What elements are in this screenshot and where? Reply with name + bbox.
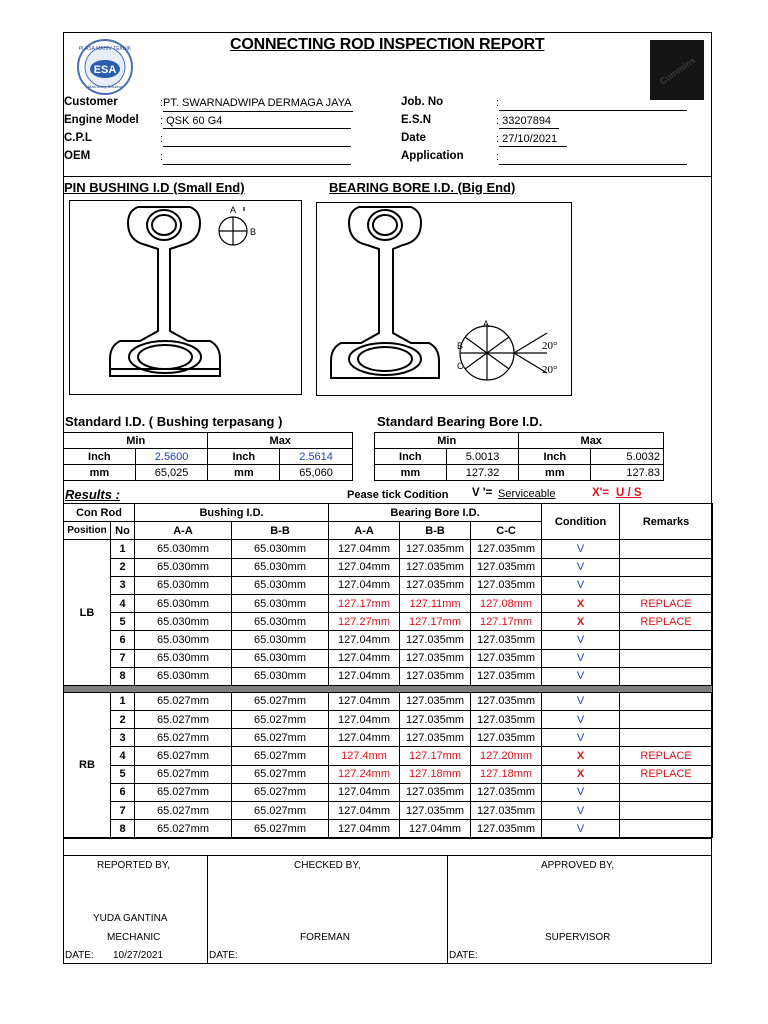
cpl-label: C.P.L [64, 132, 92, 144]
bearing-aa-cell: 127.04mm [329, 692, 400, 710]
bushing-bb-cell: 65.030mm [232, 594, 329, 612]
row-no-cell: 7 [111, 802, 135, 820]
remark-cell [620, 711, 713, 729]
bushing-bb-cell: 65.027mm [232, 692, 329, 710]
bushing-bb-cell: 65.027mm [232, 820, 329, 838]
date-value: : 27/10/2021 [496, 133, 558, 145]
row-no-cell: 7 [111, 649, 135, 667]
std-bearing-title: Standard Bearing Bore I.D. [377, 414, 543, 429]
esn-underline [499, 128, 559, 129]
tick-note: Pease tick Codition [347, 489, 449, 501]
bearing-bb-cell: 127.035mm [400, 631, 471, 649]
logo-ring-text: PLASA MAHIV TEKNIK [78, 46, 132, 52]
row-no-cell: 2 [111, 711, 135, 729]
diagram1-label-a: A [230, 205, 237, 215]
remark-cell [620, 802, 713, 820]
application-underline [499, 164, 687, 165]
reporter-name: YUDA GANTINA [93, 913, 168, 924]
bearing-cc-cell: 127.035mm [471, 667, 542, 685]
results-body [64, 540, 713, 838]
cpl-underline [163, 146, 351, 147]
bushing-bb-cell: 65.030mm [232, 558, 329, 576]
bearing-cc-cell: 127.20mm [471, 747, 542, 765]
row-no-cell: 3 [111, 576, 135, 594]
remark-cell: REPLACE [620, 747, 713, 765]
condition-cell: V [542, 667, 620, 685]
bearing-bb-cell: 127.035mm [400, 692, 471, 710]
bearing-cc-cell: 127.035mm [471, 711, 542, 729]
job-no-label: Job. No [401, 96, 444, 108]
bushing-aa-cell: 65.030mm [135, 649, 232, 667]
table-row [64, 820, 713, 838]
reporter-role: MECHANIC [107, 932, 161, 943]
condition-cell: X [542, 765, 620, 783]
bearing-aa-cell: 127.04mm [329, 576, 400, 594]
remark-cell [620, 692, 713, 710]
remark-cell [620, 820, 713, 838]
bearing-bb-cell: 127.035mm [400, 729, 471, 747]
bushing-aa-cell: 65.027mm [135, 783, 232, 801]
condition-cell: V [542, 820, 620, 838]
report-title: CONNECTING ROD INSPECTION REPORT [230, 36, 545, 53]
bearing-bb-cell: 127.17mm [400, 747, 471, 765]
logo-abbrev: ESA [93, 64, 117, 76]
col-bearing-bb: B-B [400, 522, 471, 540]
bearing-aa-cell: 127.04mm [329, 820, 400, 838]
sign-top-rule [63, 838, 712, 839]
date-underline [499, 146, 567, 147]
table-row [64, 594, 713, 612]
condition-cell: X [542, 594, 620, 612]
bushing-bb-cell: 65.030mm [232, 649, 329, 667]
table-row [64, 540, 713, 558]
bushing-bb-cell: 65.027mm [232, 783, 329, 801]
remark-cell: REPLACE [620, 613, 713, 631]
remark-cell [620, 576, 713, 594]
std-bearing-mm-label-2: mm [519, 465, 591, 481]
std-bushing-inch-label-2: Inch [208, 449, 280, 465]
bushing-bb-cell: 65.027mm [232, 765, 329, 783]
diagram2-label-c: C [457, 361, 464, 371]
condition-cell: V [542, 783, 620, 801]
bearing-aa-cell: 127.04mm [329, 558, 400, 576]
bearing-bb-cell: 127.035mm [400, 649, 471, 667]
col-bushing-aa: A-A [135, 522, 232, 540]
position-cell: RB [64, 692, 111, 838]
job-underline [499, 110, 687, 111]
bearing-cc-cell: 127.035mm [471, 576, 542, 594]
bushing-aa-cell: 65.027mm [135, 747, 232, 765]
cummins-logo [650, 40, 704, 100]
bearing-cc-cell: 127.035mm [471, 729, 542, 747]
header-divider [63, 176, 712, 177]
customer-value: :PT. SWARNADWIPA DERMAGA JAYA [160, 97, 352, 109]
cpl-value: : [160, 133, 164, 145]
reported-by-label: REPORTED BY, [97, 860, 170, 871]
condition-cell: V [542, 802, 620, 820]
std-bushing-min-mm: 65,025 [135, 465, 208, 481]
std-bearing-max-header: Max [519, 433, 664, 449]
cummins-text: Cummins [657, 54, 698, 87]
group-separator-cell [64, 685, 713, 692]
bearing-bb-cell: 127.035mm [400, 540, 471, 558]
results-table [63, 503, 713, 838]
bushing-bb-cell: 65.030mm [232, 576, 329, 594]
std-bushing-max-header: Max [208, 433, 353, 449]
approver-date-label: DATE: [449, 950, 478, 961]
remark-cell [620, 631, 713, 649]
checker-role: FOREMAN [300, 932, 350, 943]
v-text: Serviceable [498, 488, 556, 500]
std-bearing-min-mm: 127.32 [446, 465, 519, 481]
col-remarks: Remarks [620, 504, 713, 540]
bearing-cc-cell: 127.035mm [471, 783, 542, 801]
esn-value: : 33207894 [496, 115, 552, 127]
bearing-aa-cell: 127.04mm [329, 783, 400, 801]
oem-underline [163, 164, 351, 165]
sign-divider-1 [207, 855, 208, 964]
bearing-bore-title: BEARING BORE I.D. (Big End) [329, 180, 516, 195]
remark-cell [620, 649, 713, 667]
table-row [64, 558, 713, 576]
bearing-aa-cell: 127.24mm [329, 765, 400, 783]
remark-cell [620, 540, 713, 558]
pin-bushing-diagram [69, 200, 302, 395]
esn-label: E.S.N [401, 114, 432, 126]
bearing-cc-cell: 127.035mm [471, 558, 542, 576]
bushing-aa-cell: 65.027mm [135, 711, 232, 729]
pin-bushing-title: PIN BUSHING I.D (Small End) [64, 180, 245, 195]
col-bushing-bb: B-B [232, 522, 329, 540]
row-no-cell: 4 [111, 594, 135, 612]
col-condition: Condition [542, 504, 620, 540]
row-no-cell: 1 [111, 540, 135, 558]
bearing-bb-cell: 127.04mm [400, 820, 471, 838]
customer-underline [163, 111, 353, 112]
std-bearing-min-header: Min [375, 433, 519, 449]
diagram2-label-b: B [457, 341, 464, 351]
table-row [64, 802, 713, 820]
condition-cell: X [542, 613, 620, 631]
col-bearing: Bearing Bore I.D. [329, 504, 542, 522]
x-key: X'= [592, 487, 610, 499]
table-row [64, 765, 713, 783]
approver-role: SUPERVISOR [545, 932, 611, 943]
approved-by-label: APPROVED BY, [541, 860, 615, 871]
bearing-bb-cell: 127.035mm [400, 576, 471, 594]
table-row [64, 631, 713, 649]
std-bushing-inch-label: Inch [64, 449, 136, 465]
bearing-bore-diagram [316, 202, 572, 396]
bearing-bb-cell: 127.17mm [400, 613, 471, 631]
sign-header-rule [63, 855, 712, 856]
bearing-aa-cell: 127.17mm [329, 594, 400, 612]
bearing-aa-cell: 127.04mm [329, 729, 400, 747]
col-bearing-cc: C-C [471, 522, 542, 540]
application-label: Application [401, 150, 464, 162]
bearing-bb-cell: 127.18mm [400, 765, 471, 783]
condition-cell: V [542, 558, 620, 576]
bearing-bb-cell: 127.11mm [400, 594, 471, 612]
row-no-cell: 8 [111, 820, 135, 838]
bearing-aa-cell: 127.04mm [329, 667, 400, 685]
bearing-aa-cell: 127.04mm [329, 631, 400, 649]
std-bushing-max-mm: 65,060 [280, 465, 353, 481]
condition-cell: V [542, 649, 620, 667]
bearing-aa-cell: 127.04mm [329, 649, 400, 667]
bushing-aa-cell: 65.027mm [135, 820, 232, 838]
std-bearing-max-mm: 127.83 [591, 465, 664, 481]
bearing-cc-cell: 127.035mm [471, 692, 542, 710]
table-row [64, 667, 713, 685]
bushing-bb-cell: 65.027mm [232, 711, 329, 729]
row-no-cell: 5 [111, 765, 135, 783]
table-row [64, 729, 713, 747]
bearing-cc-cell: 127.035mm [471, 820, 542, 838]
diagram2-angle-bottom: 20° [542, 364, 558, 376]
bushing-aa-cell: 65.030mm [135, 558, 232, 576]
bearing-cc-cell: 127.035mm [471, 649, 542, 667]
std-bushing-min-inch: 2.5600 [135, 449, 208, 465]
std-bushing-mm-label: mm [64, 465, 136, 481]
table-row [64, 747, 713, 765]
table-row [64, 692, 713, 710]
bearing-cc-cell: 127.08mm [471, 594, 542, 612]
remark-cell [620, 783, 713, 801]
condition-cell: V [542, 729, 620, 747]
results-title: Results : [65, 487, 120, 502]
bushing-bb-cell: 65.027mm [232, 802, 329, 820]
bearing-aa-cell: 127.04mm [329, 540, 400, 558]
row-no-cell: 6 [111, 631, 135, 649]
checked-by-label: CHECKED BY, [294, 860, 361, 871]
std-bearing-min-inch: 5.0013 [446, 449, 519, 465]
sign-divider-2 [447, 855, 448, 964]
customer-label: Customer [64, 96, 118, 108]
engine-underline [163, 128, 351, 129]
row-no-cell: 2 [111, 558, 135, 576]
remark-cell [620, 729, 713, 747]
row-no-cell: 5 [111, 613, 135, 631]
bushing-aa-cell: 65.027mm [135, 765, 232, 783]
std-bearing-inch-label-2: Inch [519, 449, 591, 465]
bearing-cc-cell: 127.035mm [471, 802, 542, 820]
bushing-aa-cell: 65.030mm [135, 631, 232, 649]
bushing-bb-cell: 65.030mm [232, 613, 329, 631]
remark-cell: REPLACE [620, 765, 713, 783]
col-bushing: Bushing I.D. [135, 504, 329, 522]
bushing-aa-cell: 65.030mm [135, 613, 232, 631]
row-no-cell: 3 [111, 729, 135, 747]
bushing-bb-cell: 65.030mm [232, 631, 329, 649]
checker-date-label: DATE: [209, 950, 238, 961]
v-key: V '= [472, 487, 493, 499]
bearing-aa-cell: 127.04mm [329, 711, 400, 729]
bushing-aa-cell: 65.027mm [135, 692, 232, 710]
table-row [64, 576, 713, 594]
bushing-bb-cell: 65.030mm [232, 540, 329, 558]
diagram1-label-b: B [250, 227, 257, 237]
col-position: Position [64, 522, 111, 540]
oem-value: : [160, 151, 164, 163]
condition-cell: V [542, 711, 620, 729]
bushing-aa-cell: 65.030mm [135, 540, 232, 558]
bushing-aa-cell: 65.030mm [135, 667, 232, 685]
job-no-value: : [496, 97, 500, 109]
bearing-aa-cell: 127.27mm [329, 613, 400, 631]
bushing-bb-cell: 65.027mm [232, 729, 329, 747]
bearing-bb-cell: 127.035mm [400, 667, 471, 685]
col-bearing-aa: A-A [329, 522, 400, 540]
bearing-aa-cell: 127.04mm [329, 802, 400, 820]
col-conrod: Con Rod [64, 504, 135, 522]
bearing-bb-cell: 127.035mm [400, 711, 471, 729]
condition-cell: X [542, 747, 620, 765]
esa-logo [69, 38, 141, 96]
table-row [64, 613, 713, 631]
bearing-bb-cell: 127.035mm [400, 783, 471, 801]
logo-tagline: Machinery Solution [87, 84, 123, 89]
position-cell: LB [64, 540, 111, 686]
row-no-cell: 1 [111, 692, 135, 710]
application-value: : [496, 151, 500, 163]
std-bearing-mm-label: mm [375, 465, 447, 481]
condition-cell: V [542, 631, 620, 649]
condition-cell: V [542, 576, 620, 594]
bearing-cc-cell: 127.035mm [471, 540, 542, 558]
col-no: No [111, 522, 135, 540]
reporter-date: 10/27/2021 [113, 950, 164, 961]
remark-cell [620, 667, 713, 685]
engine-model-label: Engine Model [64, 114, 139, 126]
std-bushing-mm-label-2: mm [208, 465, 280, 481]
bushing-bb-cell: 65.027mm [232, 747, 329, 765]
std-bearing-inch-label: Inch [375, 449, 447, 465]
diagram2-angle-top: 20° [542, 340, 558, 352]
oem-label: OEM [64, 150, 91, 162]
row-no-cell: 8 [111, 667, 135, 685]
table-row [64, 649, 713, 667]
engine-model-value: : QSK 60 G4 [160, 115, 223, 127]
std-bushing-max-inch: 2.5614 [280, 449, 353, 465]
diagram2-label-a: A [483, 319, 490, 329]
bearing-bb-cell: 127.035mm [400, 802, 471, 820]
bushing-aa-cell: 65.027mm [135, 729, 232, 747]
condition-cell: V [542, 540, 620, 558]
bearing-cc-cell: 127.17mm [471, 613, 542, 631]
row-no-cell: 4 [111, 747, 135, 765]
std-bearing-table [374, 432, 664, 481]
remark-cell: REPLACE [620, 594, 713, 612]
table-row [64, 711, 713, 729]
bearing-cc-cell: 127.18mm [471, 765, 542, 783]
group-separator [64, 685, 713, 692]
std-bushing-title: Standard I.D. ( Bushing terpasang ) [65, 414, 283, 429]
std-bearing-max-inch: 5.0032 [591, 449, 664, 465]
date-label: Date [401, 132, 426, 144]
bushing-bb-cell: 65.030mm [232, 667, 329, 685]
bearing-bb-cell: 127.035mm [400, 558, 471, 576]
bushing-aa-cell: 65.027mm [135, 802, 232, 820]
reporter-date-label: DATE: [65, 950, 94, 961]
bearing-aa-cell: 127.4mm [329, 747, 400, 765]
bearing-cc-cell: 127.035mm [471, 631, 542, 649]
bushing-aa-cell: 65.030mm [135, 594, 232, 612]
std-bushing-table [63, 432, 353, 481]
remark-cell [620, 558, 713, 576]
bushing-aa-cell: 65.030mm [135, 576, 232, 594]
std-bushing-min-header: Min [64, 433, 208, 449]
table-row [64, 783, 713, 801]
row-no-cell: 6 [111, 783, 135, 801]
condition-cell: V [542, 692, 620, 710]
x-text: U / S [616, 487, 642, 499]
